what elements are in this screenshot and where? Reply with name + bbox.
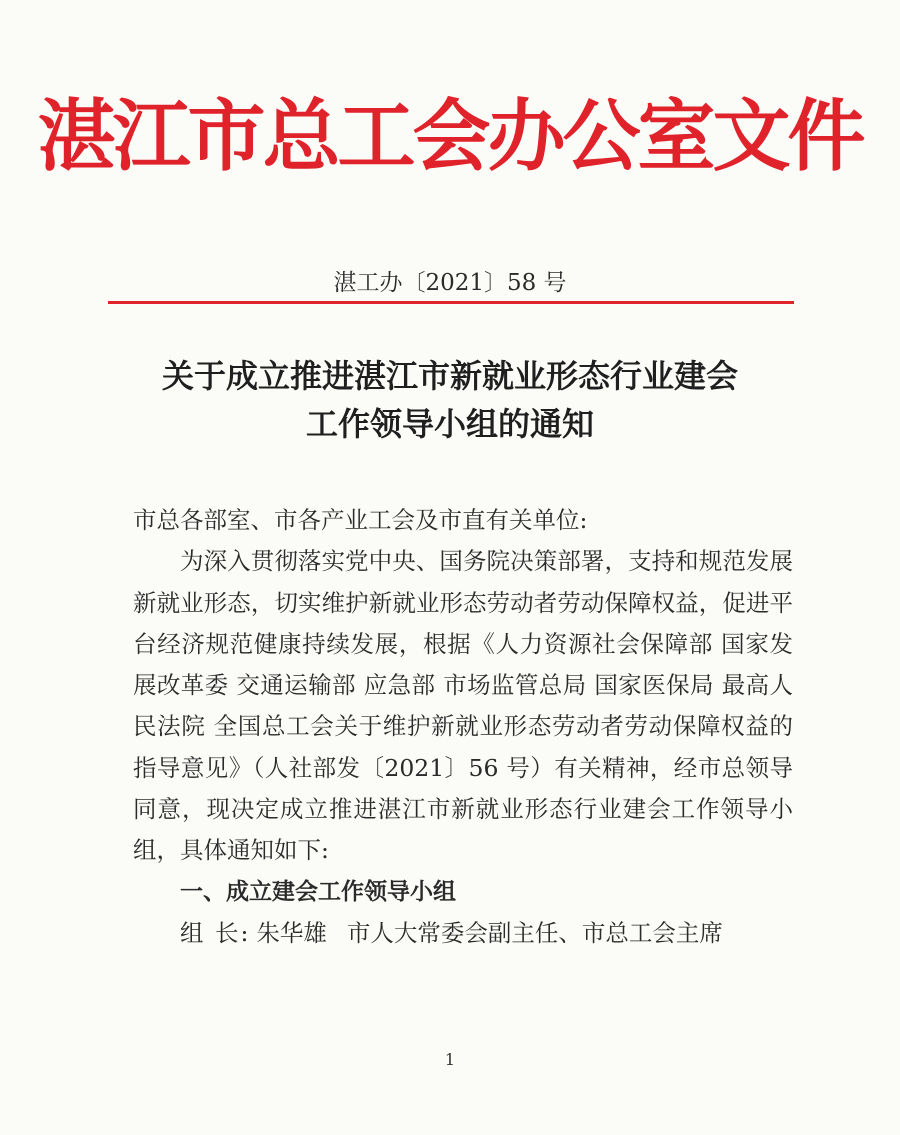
document-header: 湛江市总工会办公室文件 [37,92,863,182]
document-number: 湛工办〔2021〕58 号 [333,270,567,296]
document-title [0,352,900,448]
title-line-1: 关于成立推进湛江市新就业形态行业建会 [161,357,738,395]
page-number: 1 [444,1050,456,1069]
red-divider-line [108,301,794,304]
salutation: 市总各部室、市各产业工会及市直有关单位: [133,506,588,534]
member-title: 市人大常委会副主任、市总工会主席 [346,918,723,947]
member-line [133,913,793,954]
body-paragraph: 为深入贯彻落实党中央、国务院决策部署，支持和规范发展新就业形态，切实维护新就业形态劳动者劳动保障权益，促进平台经济规范健康持续发展，根据《人力资源社会保障部 国家发展改革委 交通运输部 应急部 市场监管总局 国家医保局 最高人民法院 全国总工会关于维护新就业形态劳动者劳动保障权益的指导意见》（人社部发〔2021〕56 号）有关精神，经市总领导同意，现决定成立推进湛江市新就业形态行业建会工作领导小组，具体通知如下: [133,547,793,865]
section-heading: 一、成立建会工作领导小组 [180,878,456,905]
document-body [133,500,793,954]
member-name: 朱华雄 [256,918,327,947]
member-role: 组 长: [180,918,251,947]
title-line-2: 工作领导小组的通知 [305,405,594,443]
